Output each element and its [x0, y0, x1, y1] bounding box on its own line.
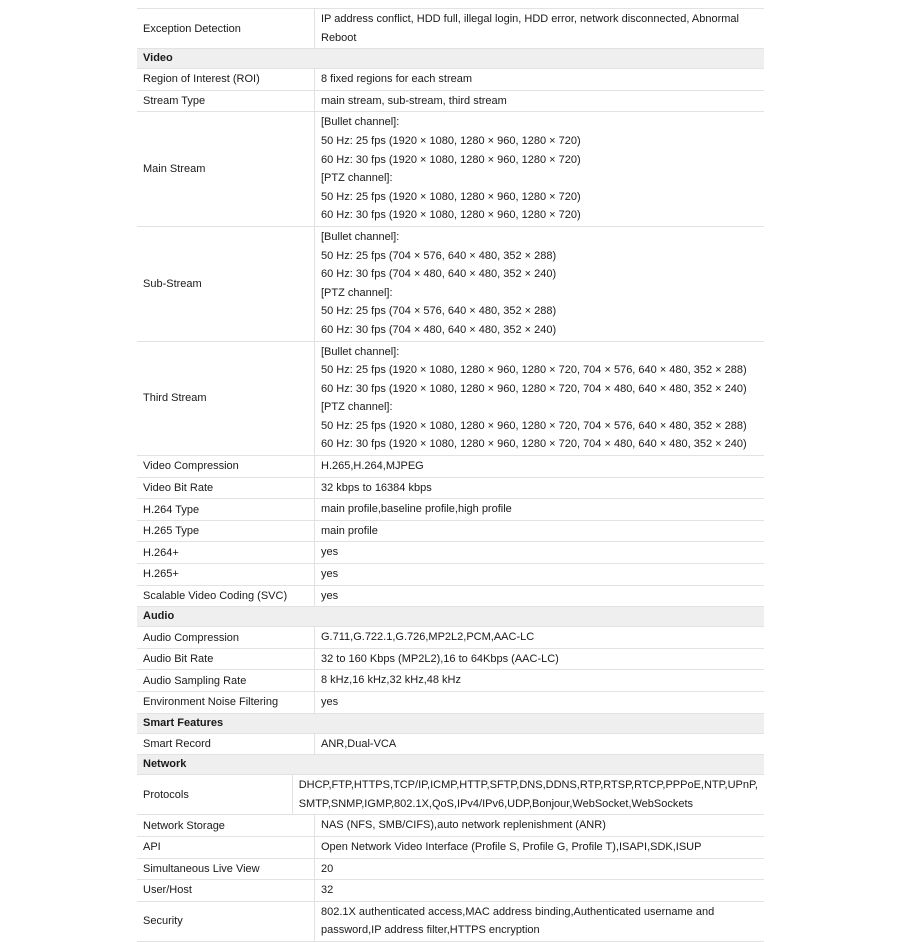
spec-value-line: 60 Hz: 30 fps (1920 × 1080, 1280 × 960, 1280 × 720): [321, 209, 581, 222]
spec-label: Third Stream: [137, 342, 315, 456]
spec-value-line: [Bullet channel]:: [321, 345, 400, 358]
spec-row: [137, 627, 764, 649]
spec-value-line: 50 Hz: 25 fps (1920 × 1080, 1280 × 960, 1280 × 720, 704 × 576, 640 × 480, 352 × 288): [321, 364, 747, 377]
spec-label: Audio Compression: [137, 627, 315, 648]
spec-value-line: 32 kbps to 16384 kbps: [321, 481, 432, 494]
spec-value: [315, 9, 764, 48]
spec-value-line: 60 Hz: 30 fps (1920 × 1080, 1280 × 960, 1280 × 720, 704 × 480, 640 × 480, 352 × 240): [321, 438, 747, 451]
spec-row: [137, 227, 764, 342]
spec-label: H.264 Type: [137, 499, 315, 520]
spec-row: [137, 499, 764, 521]
spec-value: [315, 586, 764, 607]
spec-row: [137, 542, 764, 564]
spec-row: [137, 734, 764, 756]
spec-row: [137, 859, 764, 881]
spec-value-line: 50 Hz: 25 fps (704 × 576, 640 × 480, 352 × 288): [321, 305, 557, 318]
spec-row: [137, 112, 764, 227]
spec-value-line: [PTZ channel]:: [321, 401, 393, 414]
spec-value-line: 50 Hz: 25 fps (1920 × 1080, 1280 × 960, 1280 × 720): [321, 190, 581, 203]
spec-value: [315, 815, 764, 836]
spec-value: [315, 342, 764, 456]
spec-value: [315, 521, 764, 542]
spec-label: User/Host: [137, 880, 315, 901]
spec-label: Audio Sampling Rate: [137, 670, 315, 691]
spec-value: [315, 837, 764, 858]
spec-value-line: 32: [321, 884, 334, 897]
spec-value-line: 50 Hz: 25 fps (1920 × 1080, 1280 × 960, 1280 × 720, 704 × 576, 640 × 480, 352 × 288): [321, 419, 747, 432]
spec-row: [137, 880, 764, 902]
spec-label: Region of Interest (ROI): [137, 69, 315, 90]
spec-row: [137, 586, 764, 608]
spec-row: [137, 69, 764, 91]
spec-value: [315, 880, 764, 901]
spec-value-line: 60 Hz: 30 fps (704 × 480, 640 × 480, 352 × 240): [321, 268, 557, 281]
spec-value: [315, 734, 764, 755]
spec-value: [315, 902, 764, 941]
spec-value-line: 32 to 160 Kbps (MP2L2),16 to 64Kbps (AAC-LC): [321, 652, 559, 665]
spec-label: Network Storage: [137, 815, 315, 836]
spec-label: H.264+: [137, 542, 315, 563]
spec-value-line: G.711,G.722.1,G.726,MP2L2,PCM,AAC-LC: [321, 631, 535, 644]
spec-label: Exception Detection: [137, 9, 315, 48]
spec-value-line: [PTZ channel]:: [321, 172, 393, 185]
spec-row: [137, 8, 764, 49]
spec-label: Sub-Stream: [137, 227, 315, 341]
spec-value: [315, 112, 764, 226]
spec-value: [315, 91, 764, 112]
spec-label: Video Bit Rate: [137, 478, 315, 499]
spec-value-line: yes: [321, 589, 339, 602]
spec-value-line: 802.1X authenticated access,MAC address binding,Authenticated username and: [321, 905, 715, 918]
spec-label: Security: [137, 902, 315, 941]
spec-row: [137, 775, 764, 815]
spec-label: Simultaneous Live View: [137, 859, 315, 880]
spec-label: H.265 Type: [137, 521, 315, 542]
spec-row: [137, 521, 764, 543]
spec-value: [315, 499, 764, 520]
spec-value-line: [Bullet channel]:: [321, 230, 400, 243]
spec-label: H.265+: [137, 564, 315, 585]
spec-value-line: main profile,baseline profile,high profile: [321, 503, 512, 516]
spec-value: [315, 478, 764, 499]
spec-value-line: Reboot: [321, 31, 357, 44]
section-header: Video: [137, 49, 764, 69]
spec-label: Video Compression: [137, 456, 315, 477]
spec-value: [315, 649, 764, 670]
spec-row: [137, 91, 764, 113]
spec-row: [137, 649, 764, 671]
spec-row: [137, 456, 764, 478]
spec-value-line: yes: [321, 546, 339, 559]
spec-value-line: main stream, sub-stream, third stream: [321, 94, 507, 107]
spec-row: [137, 342, 764, 457]
spec-label: Scalable Video Coding (SVC): [137, 586, 315, 607]
spec-row: [137, 670, 764, 692]
section-header: Smart Features: [137, 714, 764, 734]
spec-value: [315, 564, 764, 585]
spec-value: [315, 627, 764, 648]
spec-row: [137, 902, 764, 942]
spec-value-line: ANR,Dual-VCA: [321, 737, 397, 750]
spec-value: [293, 775, 764, 814]
spec-value: [315, 542, 764, 563]
spec-row: [137, 478, 764, 500]
spec-value-line: 60 Hz: 30 fps (704 × 480, 640 × 480, 352 × 240): [321, 323, 557, 336]
spec-value-line: 50 Hz: 25 fps (704 × 576, 640 × 480, 352 × 288): [321, 249, 557, 262]
spec-value: [315, 456, 764, 477]
spec-value: [315, 670, 764, 691]
spec-label: Smart Record: [137, 734, 315, 755]
spec-value-line: 8 kHz,16 kHz,32 kHz,48 kHz: [321, 674, 461, 687]
section-header: Audio: [137, 607, 764, 627]
spec-value: [315, 859, 764, 880]
spec-value-line: yes: [321, 568, 339, 581]
spec-label: Protocols: [137, 775, 293, 814]
spec-label: Main Stream: [137, 112, 315, 226]
spec-label: API: [137, 837, 315, 858]
spec-value: [315, 692, 764, 713]
spec-value-line: IP address conflict, HDD full, illegal login, HDD error, network disconnected, Abnormal: [321, 13, 739, 25]
spec-value-line: [Bullet channel]:: [321, 116, 400, 129]
spec-value-line: SMTP,SNMP,IGMP,802.1X,QoS,IPv4/IPv6,UDP,Bonjour,WebSocket,WebSockets: [298, 797, 694, 810]
spec-value-line: H.265,H.264,MJPEG: [321, 460, 424, 473]
spec-row: [137, 815, 764, 837]
spec-value-line: 8 fixed regions for each stream: [321, 73, 473, 86]
spec-row: [137, 564, 764, 586]
spec-label: Audio Bit Rate: [137, 649, 315, 670]
spec-value-line: main profile: [321, 524, 378, 537]
spec-value-line: 20: [321, 862, 334, 875]
spec-value-line: Open Network Video Interface (Profile S, Profile G, Profile T),ISAPI,SDK,ISUP: [321, 840, 702, 853]
spec-value: [315, 69, 764, 90]
spec-value-line: [PTZ channel]:: [321, 286, 393, 299]
spec-label: Environment Noise Filtering: [137, 692, 315, 713]
spec-value-line: DHCP,FTP,HTTPS,TCP/IP,ICMP,HTTP,SFTP,DNS,DDNS,RTP,RTSP,RTCP,PPPoE,NTP,UPnP,: [298, 779, 758, 792]
spec-value-line: NAS (NFS, SMB/CIFS),auto network replenishment (ANR): [321, 819, 606, 832]
spec-value-line: password,IP address filter,HTTPS encryption: [321, 924, 540, 937]
spec-label: Stream Type: [137, 91, 315, 112]
spec-value: [315, 227, 764, 341]
spec-value-line: 60 Hz: 30 fps (1920 × 1080, 1280 × 960, 1280 × 720): [321, 153, 581, 166]
section-header: Network: [137, 755, 764, 775]
spec-value-line: 50 Hz: 25 fps (1920 × 1080, 1280 × 960, 1280 × 720): [321, 134, 581, 147]
spec-value-line: yes: [321, 696, 339, 708]
spec-row: [137, 837, 764, 859]
spec-row: [137, 692, 764, 714]
spec-value-line: 60 Hz: 30 fps (1920 × 1080, 1280 × 960, 1280 × 720, 704 × 480, 640 × 480, 352 × 240): [321, 382, 747, 395]
spec-table: [137, 8, 764, 942]
